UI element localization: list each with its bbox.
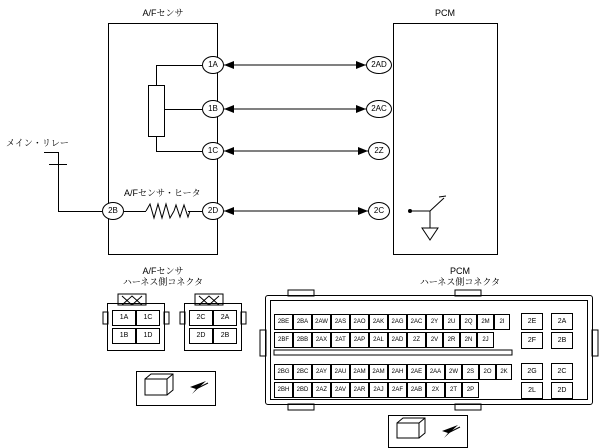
pcm-cell-lr1-1: 2D [551,382,573,399]
pin-2AC-label: 2AC [371,104,387,113]
pin-2AC [366,100,392,118]
pcm-cell-l1-4: 2AR [350,382,369,398]
pcm-cell-l1-1: 2BD [293,382,312,398]
pcm-cell-l0-6: 2AH [388,364,407,380]
pcm-cell-l1-2: 2AZ [312,382,331,398]
pin-1A [202,56,224,74]
pin-2AD-label: 2AD [371,60,387,69]
pcm-cell-u1-6: 2AD [388,332,407,348]
pcm-cell-u1-8: 2V [426,332,443,348]
pin-2C-label: 2C [373,206,385,215]
pcm-cell-u0-9: 2U [443,314,460,330]
af-cell-1B: 1B [112,328,136,344]
pcm-cell-l1-0: 2BH [274,382,293,398]
pcm-cell-l0-10: 2S [462,364,479,380]
af-connector-title: A/Fセンサ [142,266,184,276]
pcm-cell-u1-5: 2AL [369,332,388,348]
pcm-cell-l1-7: 2AB [407,382,426,398]
pcm-cell-u0-8: 2Y [426,314,443,330]
pcm-cell-l0-4: 2AM [350,364,369,380]
main-relay-to-2b [58,211,102,212]
af-connector-subtitle: ハーネス側コネクタ [122,277,204,287]
pcm-cell-u1-4: 2AP [350,332,369,348]
pcm-cell-u0-3: 2AS [331,314,350,330]
pcm-cell-ur1-1: 2B [551,332,573,349]
af-sensor-block [108,23,218,255]
pin-2Z [368,142,390,160]
pcm-cell-u0-5: 2AK [369,314,388,330]
pcm-cell-u0-10: 2Q [460,314,477,330]
pcm-cell-ur0-0: 2E [521,313,543,330]
pcm-connector-subtitle: ハーネス側コネクタ [419,277,501,287]
pcm-cell-u1-1: 2BB [293,332,312,348]
af-connector-pictogram [136,371,216,406]
pcm-cell-u0-7: 2AC [407,314,426,330]
pcm-cell-l1-6: 2AF [388,382,407,398]
pin-1B [202,100,224,118]
af-element-left-v [156,65,157,86]
pin-2B-label: 2B [108,206,118,215]
af-sensor-title: A/Fセンサ [142,8,184,18]
pcm-cell-u0-2: 2AW [312,314,331,330]
pin-2AD [366,56,392,74]
pin-2C [368,202,390,220]
af-cell-1A: 1A [112,310,136,326]
pcm-cell-u1-10: 2N [460,332,477,348]
heater-wire-1 [124,211,146,212]
pcm-cell-u1-11: 2J [477,332,494,348]
main-relay-label: メイン・リレー [6,138,69,148]
pcm-cell-ur1-0: 2F [521,332,543,349]
pcm-connector-pictogram [388,415,468,448]
pcm-cell-u0-12: 2I [494,314,510,330]
main-relay-lead [44,152,58,153]
pcm-title: PCM [435,8,455,18]
pin-2B [102,202,124,220]
pcm-cell-u1-3: 2AT [331,332,350,348]
pcm-cell-l0-9: 2W [445,364,462,380]
pcm-cell-u0-4: 2AO [350,314,369,330]
pin-1B-label: 1B [208,104,218,113]
pcm-cell-u1-7: 2Z [407,332,426,348]
main-relay-tick [49,164,67,165]
pcm-cell-lr0-0: 2G [521,363,543,380]
heater-wire-2 [188,211,202,212]
af-cell-2D: 2D [189,328,213,344]
pcm-cell-u0-0: 2BE [274,314,293,330]
pcm-cell-u1-0: 2BF [274,332,293,348]
af-heater-label: A/Fセンサ・ヒータ [124,188,201,198]
pcm-cell-u0-11: 2M [477,314,494,330]
pcm-connector-title: PCM [450,266,470,276]
pcm-cell-l0-2: 2AY [312,364,331,380]
pcm-cell-l0-5: 2AM [369,364,388,380]
af-element-top-h [156,65,202,66]
pcm-cell-lr1-0: 2L [521,382,543,399]
pcm-cell-l0-8: 2AA [426,364,445,380]
af-sensor-element [148,85,165,137]
pcm-cell-l0-1: 2BC [293,364,312,380]
pcm-cell-l0-3: 2AU [331,364,350,380]
af-element-bottom-h [156,151,202,152]
pcm-cell-l1-8: 2X [426,382,445,398]
pin-2D-label: 2D [207,206,219,215]
pcm-block [393,23,498,255]
pcm-cell-l1-3: 2AV [331,382,350,398]
af-cell-1D: 1D [136,328,160,344]
af-element-bottom-v [156,137,157,151]
pcm-cell-u0-1: 2BA [293,314,312,330]
pcm-cell-l1-10: 2P [462,382,479,398]
pcm-cell-l0-7: 2AE [407,364,426,380]
pcm-cell-ur0-1: 2A [551,313,573,330]
pcm-cell-u1-9: 2R [443,332,460,348]
pcm-cell-l0-12: 2K [496,364,512,380]
pcm-cell-lr0-1: 2C [551,363,573,380]
af-cell-2B: 2B [213,328,237,344]
af-cell-2A: 2A [213,310,237,326]
af-cell-1C: 1C [136,310,160,326]
pin-2Z-label: 2Z [374,146,384,155]
af-element-mid-h [165,109,202,110]
pcm-cell-l0-11: 2O [479,364,496,380]
af-cell-2C: 2C [189,310,213,326]
pcm-cell-u1-2: 2AX [312,332,331,348]
main-relay-vline [58,152,59,212]
pin-2D [202,202,224,220]
pcm-cell-l1-5: 2AJ [369,382,388,398]
pcm-cell-u0-6: 2AG [388,314,407,330]
pcm-cell-l0-0: 2BG [274,364,293,380]
pin-1A-label: 1A [208,60,218,69]
pin-1C [202,142,224,160]
pin-1C-label: 1C [207,146,219,155]
pcm-cell-l1-9: 2T [445,382,462,398]
